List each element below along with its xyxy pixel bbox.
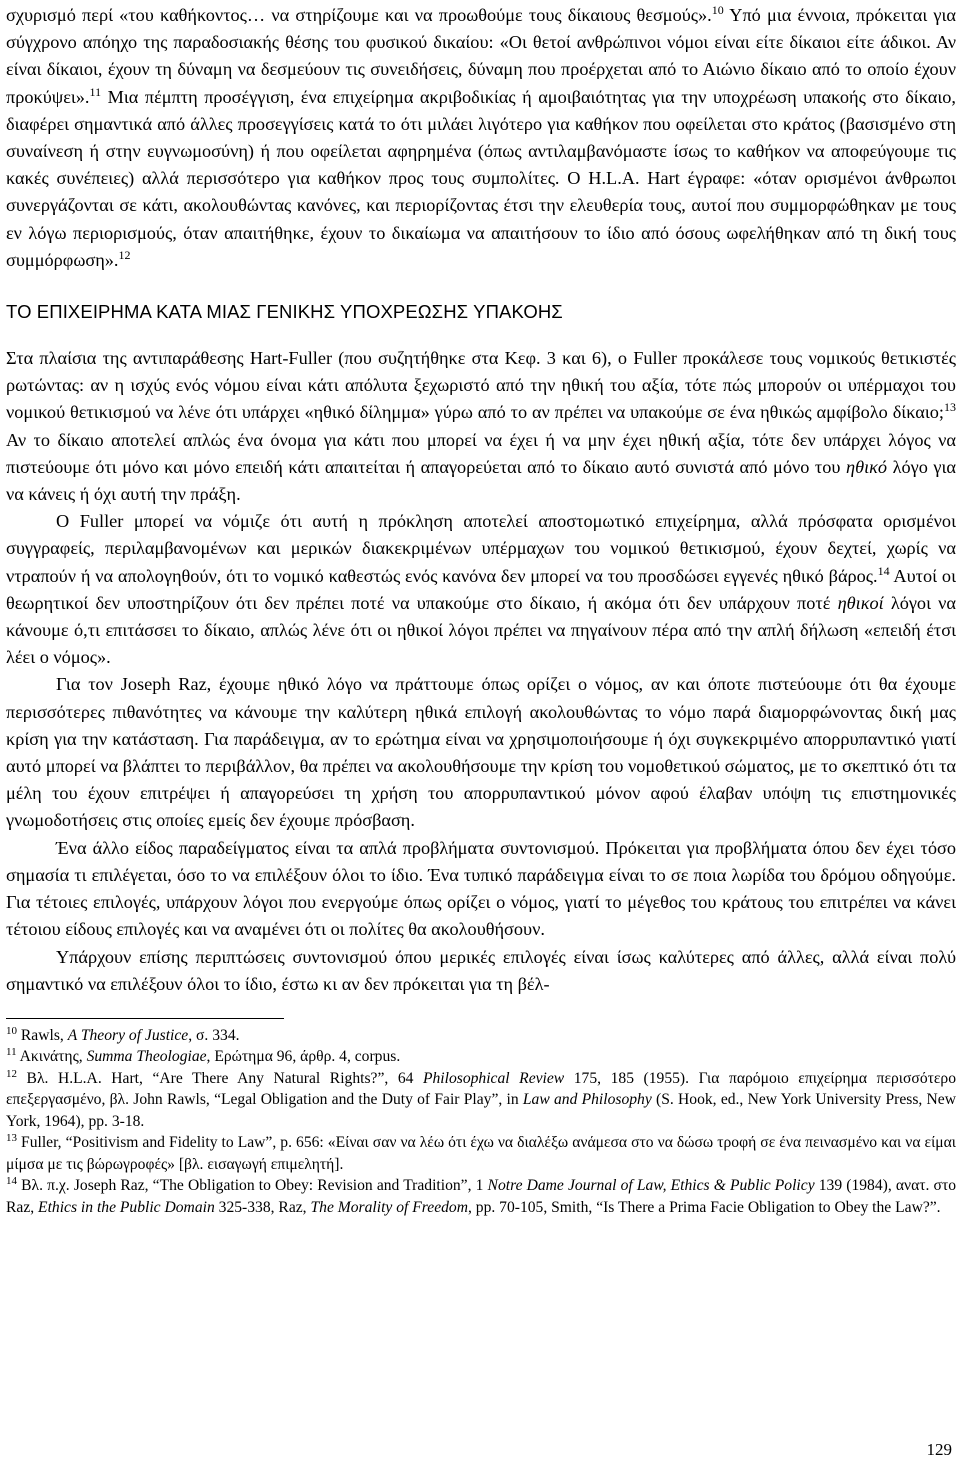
body-paragraph: Ένα άλλο είδος παραδείγματος είναι τα απλά προβλήματα συντονισμού. Πρόκειται για προβλήματα όπου δεν έχει τόσο σημασία τι επιλέγεται, όσο το να επιλέξουν όλοι το ίδιο. Ένα τυπικό παράδειγμα είναι το σε ποια λωρίδα του δρόμου οδηγούμε. Για τέτοιες επιλογές, υπάρχουν λόγοι που ενεργούμε όπως ορίζει ο νόμος, γιατί το μέγεθος του κράτους του επιτρέπει να κάνει τέτοιου είδους επιλογές και να αναμένει ότι οι πολίτες θα ακολουθήσουν. [6, 837, 956, 940]
body-paragraph [6, 2, 956, 274]
body-paragraph [6, 508, 956, 671]
text-run: Fuller, “Positivism and Fidelity to Law”, p. 656: «Είναι σαν να λέω ότι έχω να διαλέξω ανάμεσα στο να δώσω τροφή σε ένα πεινασμένο και να είμαι μίμσα με τις βώρωγροφές» [βλ. εισαγωγή επιμελητή]. [6, 1134, 956, 1173]
text-run: Ο Fuller μπορεί να νόμιζε ότι αυτή η πρόκληση αποτελεί αποστομωτικό επιχείρημα, αλλά πρόσφατα ορισμένοι συγγραφείς, περιλαμβανομένων και μερικών διακεκριμένων υπέρμαχων του νομικού θετικισμού, έχουν δεχτεί, χωρίς να ντραπούν ή να απολογηθούν, ότι το νομικό καθεστώς ενός κανόνα δεν μπορεί να του προσδώσει εγγενές ηθικό βάρος. [6, 511, 956, 586]
text-run: 325-338, Raz, [214, 1198, 311, 1216]
footnote-number: 13 [6, 1132, 17, 1145]
footnote [6, 1025, 956, 1047]
text-run: 175, 185 (1955). Για παρόμοιο επιχείρημα περισσότερο επεξεργασμένο, βλ. John Rawls, “Legal Obligation and the Duty of Fair Play”, in [6, 1069, 957, 1109]
text-run: (S. Hook, ed., New York University Press, New York, 1964), pp. 3-18. [6, 1091, 956, 1130]
text-run: Βλ. H.L.A. Hart, “Are There Any Natural Rights?”, 64 [17, 1069, 423, 1087]
body-paragraph: Υπάρχουν επίσης περιπτώσεις συντονισμού όπου μερικές επιλογές είναι ίσως καλύτερες από άλλες, αλλά είναι πολύ σημαντικό να επιλέξουν όλοι το ίδιο, έστω κι αν δεν πρόκειται για τη βέλ- [6, 946, 956, 994]
text-run: Υπό μια έννοια, πρόκειται για σύγχρονο απόηχο της παραδοσιακής θέσης του φυσικού δικαίου: «Οι θετοί ανθρώπινοι νόμοι είναι είτε δίκαιοι είτε άδικοι. Αν είναι δίκαιοι, έχουν τη δύναμη να δεσμεύουν τις συνειδήσεις, δύναμη που προέρχεται από το Αιώνιο δίκαιο από το οποίο έχουν προκύψει». [6, 5, 956, 107]
section-heading: ΤΟ ΕΠΙΧΕΙΡΗΜΑ ΚΑΤΑ ΜΙΑΣ ΓΕΝΙΚΗΣ ΥΠΟΧΡΕΩΣΗΣ ΥΠΑΚΟΗΣ [6, 301, 563, 323]
footnote-number: 12 [6, 1067, 17, 1080]
text-run: 139 (1984), ανατ. στο Raz, [6, 1177, 957, 1216]
emphasis: ηθικό [846, 456, 888, 477]
footnote-ref[interactable]: 10 [711, 3, 724, 17]
footnote-ref[interactable]: 12 [118, 247, 131, 262]
text-run: λόγο για να κάνεις ή όχι αυτή την πράξη. [6, 456, 956, 505]
text-run: Βλ. π.χ. Joseph Raz, “The Obligation to Obey: Revision and Tradition”, 1 [17, 1177, 488, 1195]
emphasis: ηθικοί [837, 592, 884, 613]
emphasis: Law and Philosophy [522, 1091, 652, 1109]
emphasis: Philosophical Review [422, 1069, 565, 1087]
footnote-ref[interactable]: 11 [89, 84, 102, 99]
footnote-number: 11 [6, 1046, 17, 1059]
footnote-ref[interactable]: 13 [944, 400, 956, 415]
footnote-ref[interactable]: 14 [877, 563, 890, 578]
page-number: 129 [926, 1440, 952, 1459]
footnote-number: 10 [6, 1024, 17, 1037]
text-run: , Ερώτημα 96, άρθρ. 4, corpus. [206, 1048, 401, 1066]
text-run: , σ. 334. [188, 1026, 240, 1044]
emphasis: Ethics in the Public Domain [38, 1198, 215, 1216]
text-run: Rawls, [17, 1026, 68, 1044]
footnote [6, 1175, 956, 1218]
footnote-divider [6, 1018, 284, 1019]
footnote-number: 14 [6, 1175, 17, 1188]
footnote [6, 1046, 956, 1068]
text-run: Αν το δίκαιο αποτελεί απλώς ένα όνομα για κάτι που μπορεί να έχει ή να μην έχει ηθική αξία, τότε δεν υπάρχει λόγος να πιστεύουμε ότι μόνο και μόνο επειδή κάτι απαιτείται ή απαγορεύεται από το δίκαιο αυτό συνιστά από μόνο του [6, 429, 956, 477]
text-run: λόγοι να κάνουμε ό,τι επιτάσσει το δίκαιο, απλώς λένε ότι οι ηθικοί λόγοι πρέπει να πηγαίνουν πέρα από την απλή δήλωση «επειδή έτσι λέει ο νόμος». [6, 592, 956, 668]
footnote [6, 1132, 956, 1175]
emphasis: Summa Theologiae [86, 1048, 207, 1066]
body-paragraph [6, 345, 956, 508]
text-run: Αυτοί οι θεωρητικοί δεν υποστηρίζουν ότι δεν πρέπει ποτέ να υπακούμε στο δίκαιο, ή ακόμα ότι δεν υπάρχουν ποτέ [6, 565, 956, 613]
emphasis: Notre Dame Journal of Law, Ethics & Public Policy [487, 1177, 815, 1195]
emphasis: The Morality of Freedom [310, 1198, 468, 1216]
document-page [6, 0, 956, 1218]
text-run: Στα πλαίσια της αντιπαράθεσης Hart-Fuller (που συζητήθηκε στα Κεφ. 3 και 6), ο Fuller προκάλεσε τους νομικούς θετικιστές ρωτώντας: αν η ισχύς ενός νόμου είναι κάτι απόλυτα ξεχωριστό από την ηθική του αξία, τότε πώς μπορούν οι υπέρμαχοι του νομικού θετικισμού να λένε ότι υπάρχει «ηθικό δίλημμα» γύρω από το αν πρέπει να υπακούμε σε ένα ηθικώς αμφίβολο δίκαιο; [6, 348, 956, 423]
text-run: , pp. 70-105, Smith, “Is There a Prima Facie Obligation to Obey the Law?”. [467, 1198, 941, 1216]
emphasis: A Theory of Justice [67, 1026, 189, 1044]
text-run: Ακινάτης, [16, 1048, 87, 1066]
text-run: Μια πέμπτη προσέγγιση, ένα επιχείρημα ακριβοδικίας ή αμοιβαιότητας για την υποχρέωση υπακοής στο δίκαιο, διαφέρει σημαντικά από άλλες προσεγγίσεις κατά το ότι μιλάει λιγότερο για καθήκον που οφείλεται στο κράτος (βασισμένο στη συναίνεση ή στην ευγνωμοσύνη) ή που οφείλεται αφηρημένα (όπως αντιλαμβανόμαστε ίσως το καθήκον να αποφεύγουμε τις κακές συνέπειες) αλλά περισσότερο για καθήκον προς τους συμπολίτες. Ο H.L.A. Hart έγραφε: «όταν ορισμένοι άνθρωποι συνεργάζονται σε κάτι, ακολουθώντας κανόνες, και περιορίζοντας έτσι την ελευθερία τους, αυτοί που συμμορφώθηκαν με τους εν λόγω περιορισμούς, όταν απαιτήθηκε, έχουν το δικαίωμα να απαιτήσουν το ίδιο από όσους ωφελήθηκαν από τη δική τους συμμόρφωση». [6, 86, 956, 270]
body-paragraph: Για τον Joseph Raz, έχουμε ηθικό λόγο να πράττουμε όπως ορίζει ο νόμος, αν και όποτε πιστεύουμε ότι θα έχουμε περισσότερες πιθανότητες να κάνουμε την καλύτερη ηθικά επιλογή ακολουθώντας το νόμο παρά διαμορφώνοντας δική μας κρίση για την κατάσταση. Για παράδειγμα, αν το ερώτημα είναι να χρησιμοποιήσουμε ή όχι συγκεκριμένο απορρυπαντικό γιατί αυτό μπορεί να βλάπτει το περιβάλλον, θα πρέπει να ακολουθήσουμε την κρίση του νομοθετικού σώματος, με το σκεπτικό ότι τα μέλη του έχουν επιτρέψει ή απαγορεύσει τη χρήση του απορρυπαντικού μόνον αφού έλαβαν υπόψη τις επιστημονικές γνωμοδοτήσεις στις οποίες εμείς δεν έχουμε πρόσβαση. [6, 674, 956, 831]
footnote [6, 1068, 956, 1133]
text-run: σχυρισμό περί «του καθήκοντος… να στηρίζουμε και να προωθούμε τους δίκαιους θεσμούς». [6, 5, 712, 25]
